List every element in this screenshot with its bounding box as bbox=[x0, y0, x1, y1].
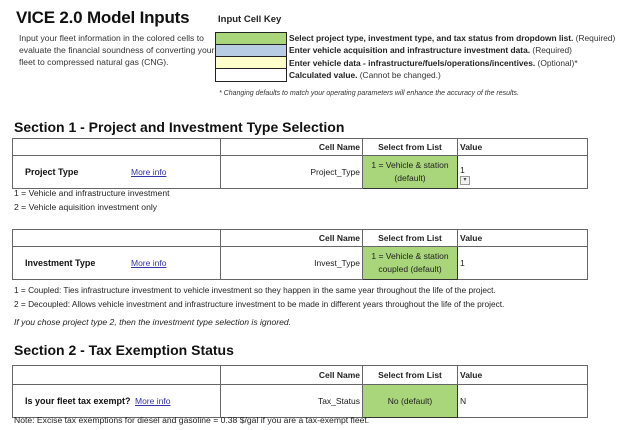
project-type-cell-name: Project_Type bbox=[221, 156, 363, 189]
tax-status-value: N bbox=[458, 385, 588, 418]
project-type-label-cell bbox=[13, 156, 221, 189]
select-header: Select from List bbox=[363, 139, 458, 156]
input-cell-key-swatches bbox=[215, 32, 287, 82]
project-type-table bbox=[12, 138, 588, 189]
legend-line: 2 = Vehicle aquisition investment only bbox=[14, 202, 158, 212]
key-item: Enter vehicle acquisition and infrastructure investment data. (Required) bbox=[289, 45, 572, 56]
cell-name-header: Cell Name bbox=[221, 366, 363, 385]
project-type-value: 1 bbox=[460, 165, 465, 175]
input-cell-key-title: Input Cell Key bbox=[218, 14, 282, 25]
key-footnote: * Changing defaults to match your operating parameters will enhance the accuracy of the results. bbox=[219, 90, 519, 97]
tax-status-more-info-link[interactable]: More info bbox=[135, 396, 171, 406]
tax-status-cell-name: Tax_Status bbox=[221, 385, 363, 418]
key-item: Enter vehicle data - infrastructure/fuels/operations/incentives. (Optional)* bbox=[289, 57, 578, 68]
intro-text: Input your fleet information in the colored cells to evaluate the financial soundness of converting your fleet to compressed natural gas (CNG). bbox=[19, 33, 215, 67]
input-cell-key-descriptions bbox=[289, 32, 615, 81]
section1-title: Section 1 - Project and Investment Type Selection bbox=[14, 119, 345, 135]
project-type-select-line2: (default) bbox=[394, 173, 426, 183]
project-type-legend bbox=[14, 186, 170, 214]
investment-type-cell-name: Invest_Type bbox=[221, 247, 363, 280]
cell-name-header: Cell Name bbox=[221, 230, 363, 247]
dropdown-arrow-icon[interactable]: ▾ bbox=[460, 176, 470, 185]
investment-type-select[interactable] bbox=[363, 247, 458, 280]
tax-note: Note: Excise tax exemptions for diesel and gasoline = 0.38 $/gal if you are a tax-exempt fleet. bbox=[14, 415, 370, 425]
investment-type-legend bbox=[14, 283, 504, 311]
select-header: Select from List bbox=[363, 230, 458, 247]
investment-type-value: 1 bbox=[458, 247, 588, 280]
investment-type-table bbox=[12, 229, 588, 280]
blank-header bbox=[13, 139, 221, 156]
investment-type-select-line2: coupled (default) bbox=[378, 264, 442, 274]
investment-type-label-cell bbox=[13, 247, 221, 280]
swatch-green bbox=[216, 33, 286, 45]
tax-status-select[interactable]: No (default) bbox=[363, 385, 458, 418]
tax-status-table bbox=[12, 365, 588, 418]
legend-line: 2 = Decoupled: Allows vehicle investment and infrastructure investment to be made in different years throughout the life of the project. bbox=[14, 299, 505, 309]
legend-line: 1 = Coupled: Ties infrastructure investment to vehicle investment so they happen in the same year throughout the life of the project. bbox=[14, 285, 496, 295]
select-header: Select from List bbox=[363, 366, 458, 385]
project-type-select[interactable] bbox=[363, 156, 458, 189]
project-type-select-line1: 1 = Vehicle & station bbox=[371, 160, 449, 170]
project-type-note: If you chose project type 2, then the investment type selection is ignored. bbox=[14, 317, 292, 327]
project-type-value-cell bbox=[458, 156, 588, 189]
swatch-white bbox=[216, 69, 286, 81]
investment-type-label: Investment Type bbox=[25, 258, 96, 268]
key-item: Select project type, investment type, and tax status from dropdown list. (Required) bbox=[289, 33, 616, 43]
swatch-yellow bbox=[216, 57, 286, 69]
blank-header bbox=[13, 366, 221, 385]
page-title: VICE 2.0 Model Inputs bbox=[16, 8, 190, 27]
project-type-label: Project Type bbox=[25, 167, 79, 177]
value-header: Value bbox=[458, 230, 588, 247]
swatch-blue bbox=[216, 45, 286, 57]
value-header: Value bbox=[458, 366, 588, 385]
section2-title: Section 2 - Tax Exemption Status bbox=[14, 342, 234, 358]
blank-header bbox=[13, 230, 221, 247]
key-item: Calculated value. (Cannot be changed.) bbox=[289, 69, 441, 80]
cell-name-header: Cell Name bbox=[221, 139, 363, 156]
investment-type-select-line1: 1 = Vehicle & station bbox=[371, 251, 449, 261]
tax-status-label: Is your fleet tax exempt? bbox=[25, 396, 131, 406]
value-header: Value bbox=[458, 139, 588, 156]
investment-type-more-info-link[interactable]: More info bbox=[131, 258, 167, 268]
legend-line: 1 = Vehicle and infrastructure investment bbox=[14, 188, 170, 198]
project-type-more-info-link[interactable]: More info bbox=[131, 167, 167, 177]
